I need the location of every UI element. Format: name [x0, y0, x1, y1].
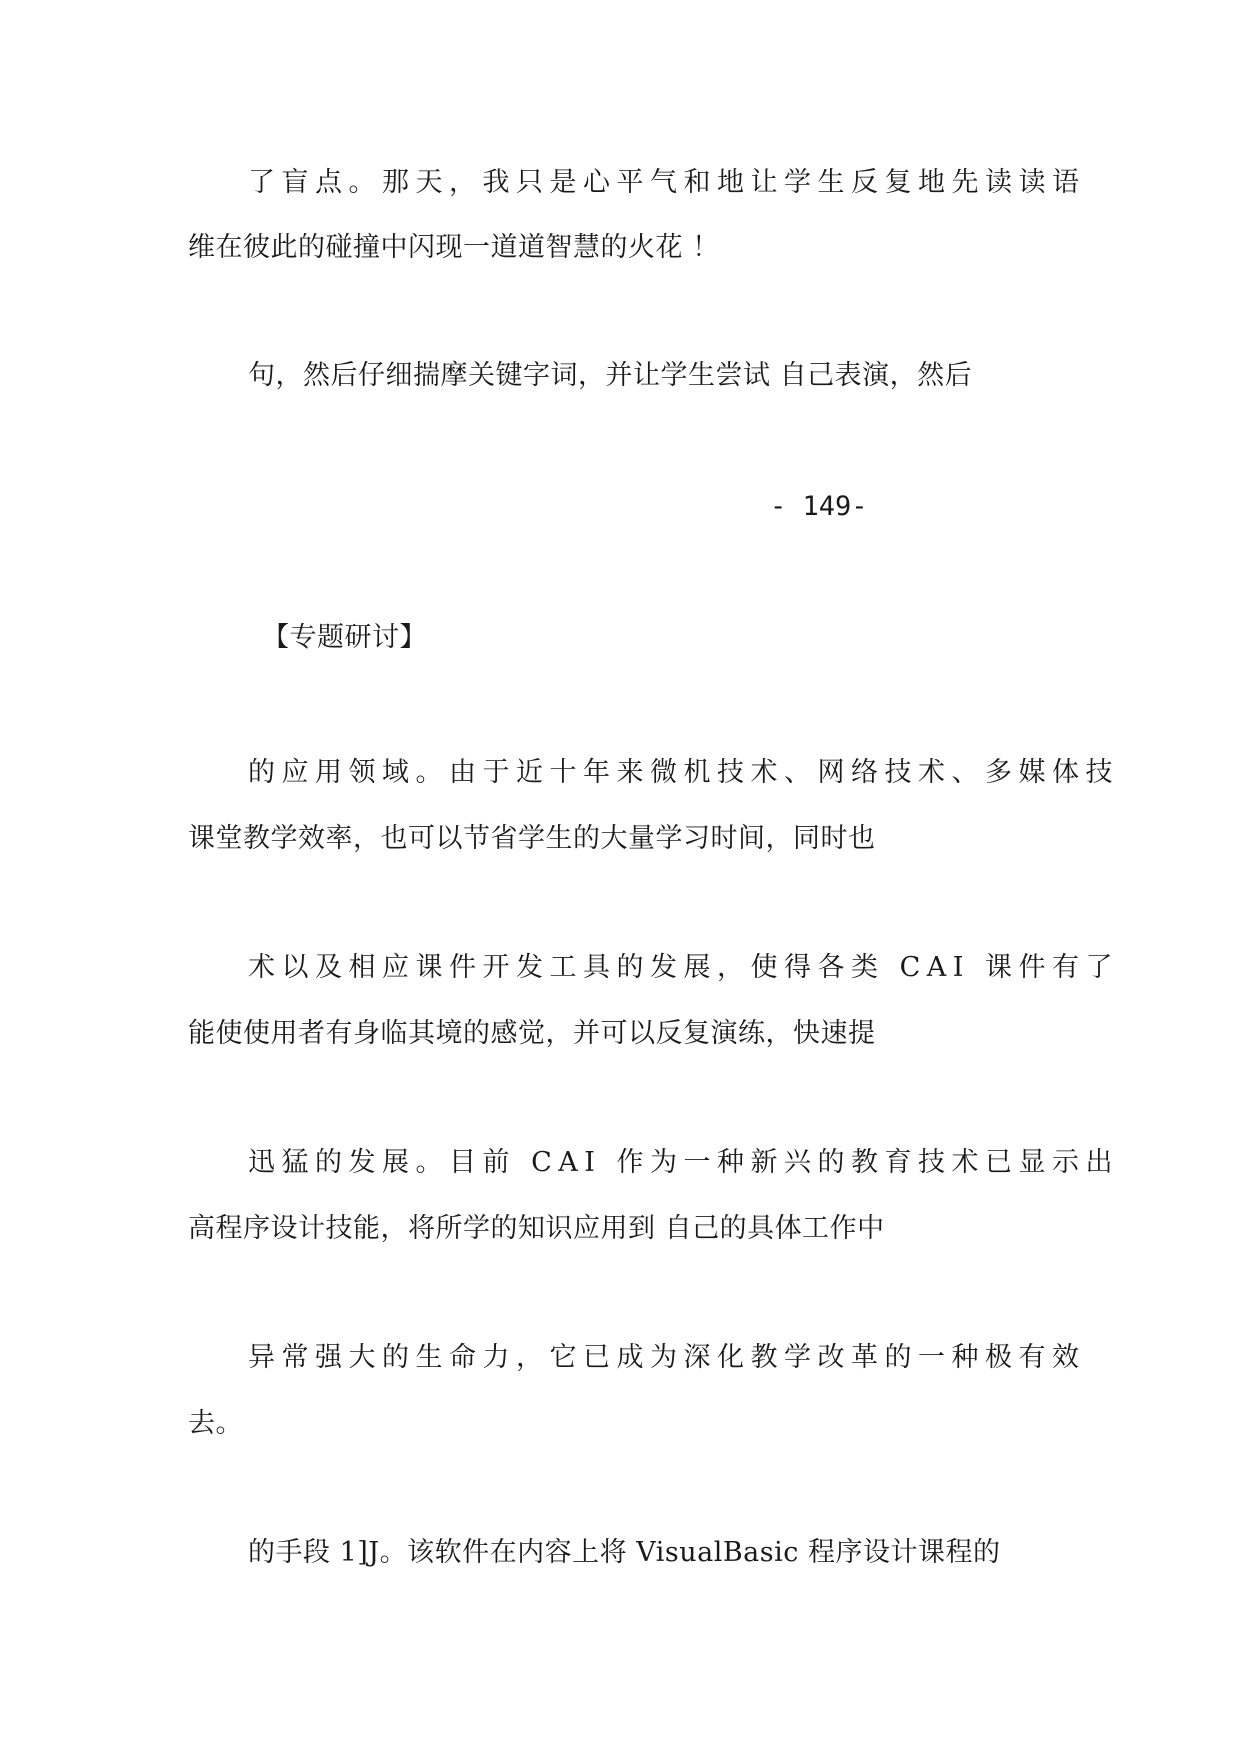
text-line-7: 能使使用者有身临其境的感觉，并可以反复演练，快速提: [188, 1018, 876, 1049]
text-line-5: 课堂教学效率，也可以节省学生的大量学习时间，同时也: [188, 823, 876, 854]
text-line-12: 的手段 1]J。该软件在内容上将 VisualBasic 程序设计课程的: [248, 1537, 1001, 1568]
text-line-11: 去。: [188, 1408, 243, 1439]
text-line-2: 维在彼此的碰撞中闪现一道道智慧的火花 ！: [188, 232, 720, 263]
text-line-1: 了盲点。那天，我只是心平气和地让学生反复地先读读语: [248, 167, 1086, 198]
text-line-8: 迅猛的发展。目前 CAI 作为一种新兴的教育技术已显示出: [248, 1147, 1119, 1178]
text-line-3: 句，然后仔细揣摩关键字词，并让学生尝试 自己表演，然后: [248, 360, 973, 391]
text-line-6: 术以及相应课件开发工具的发展，使得各类 CAI 课件有了: [248, 952, 1119, 983]
page-number: - 149-: [770, 491, 868, 522]
section-heading: 【专题研讨】: [262, 622, 427, 653]
text-line-10: 异常强大的生命力，它已成为深化教学改革的一种极有效: [248, 1342, 1086, 1373]
text-line-9: 高程序设计技能，将所学的知识应用到 自己的具体工作中: [188, 1213, 885, 1244]
text-line-4: 的应用领域。由于近十年来微机技术、网络技术、多媒体技: [248, 757, 1119, 788]
